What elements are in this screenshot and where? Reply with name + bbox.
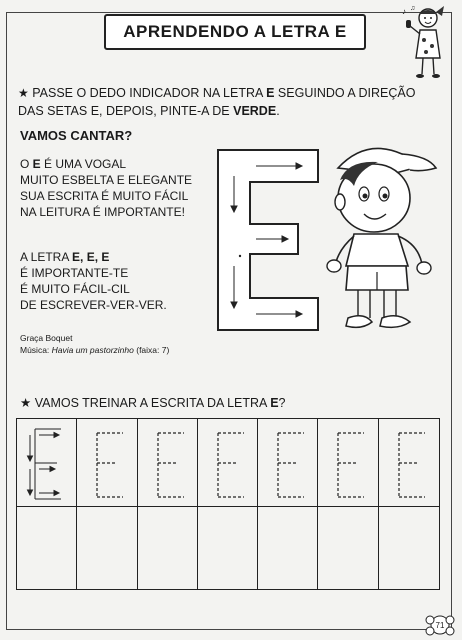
dashed-letter-e [318,419,378,507]
writing-practice-grid [16,418,440,590]
page-title: APRENDENDO A LETRA E [123,22,347,41]
practice-cell-traced[interactable] [318,419,378,507]
instruction-letter: E [266,86,275,100]
practice-cell-model [17,419,77,507]
training-letter: E [270,396,279,410]
instruction-text [18,84,444,120]
poem-line: MUITO ESBELTA E ELEGANTE [20,173,193,187]
practice-cell-blank[interactable] [77,507,137,589]
dashed-letter-e [77,419,137,507]
letter-e-model-with-arrows [17,419,77,507]
dashed-letter-e [379,419,439,507]
practice-cell-blank[interactable] [138,507,198,589]
big-letter-e-outline [214,146,324,334]
sing-heading: VAMOS CANTAR? [20,128,133,143]
practice-cell-traced[interactable] [138,419,198,507]
credit-author: Graça Boquet [20,333,73,343]
poem-line: SUA ESCRITA É MUITO FÁCIL [20,189,189,203]
dashed-letter-e [138,419,198,507]
poem-line: O E É UMA VOGAL [20,157,127,171]
dashed-letter-e [198,419,258,507]
poem-stanza-2 [20,249,220,313]
poem-line: É IMPORTANTE-TE [20,266,129,280]
instruction-part: PASSE O DEDO INDICADOR NA LETRA [32,86,267,100]
svg-text:♫: ♫ [410,5,416,12]
singing-girl-illustration [400,4,448,84]
page-number: 71 [435,621,445,630]
poem-stanza-1 [20,156,220,220]
instruction-part: . [276,104,280,118]
practice-cell-blank[interactable] [17,507,77,589]
poem-line: A LETRA E, E, E [20,250,110,264]
practice-cell-traced[interactable] [258,419,318,507]
page-number-flower-badge [424,612,456,638]
dashed-letter-e [258,419,318,507]
poem-line: NA LEITURA É IMPORTANTE! [20,205,185,219]
practice-cell-blank[interactable] [379,507,439,589]
boy-illustration [318,140,446,340]
poem-line: DE ESCREVER-VER-VER. [20,298,167,312]
practice-cell-blank[interactable] [318,507,378,589]
practice-cell-blank[interactable] [258,507,318,589]
instruction-color: VERDE [233,104,277,118]
svg-text:♪: ♪ [402,7,406,16]
title-box [104,14,366,50]
credit-music: Música: Havia um pastorzinho (faixa: 7) [20,345,170,355]
poem-line: É MUITO FÁCIL-CIL [20,282,130,296]
practice-cell-traced[interactable] [77,419,137,507]
song-credit [20,332,169,356]
practice-cell-traced[interactable] [198,419,258,507]
instruction-part: SEGUINDO A DIREÇÃO DAS SETAS E, DEPOIS, PINTE-A DE [18,86,416,118]
training-question: ★ VAMOS TREINAR A ESCRITA DA LETRA E? [20,396,286,410]
practice-cell-traced[interactable] [379,419,439,507]
practice-cell-blank[interactable] [198,507,258,589]
star-icon: ★ [18,86,29,100]
star-icon: ★ [20,396,32,410]
